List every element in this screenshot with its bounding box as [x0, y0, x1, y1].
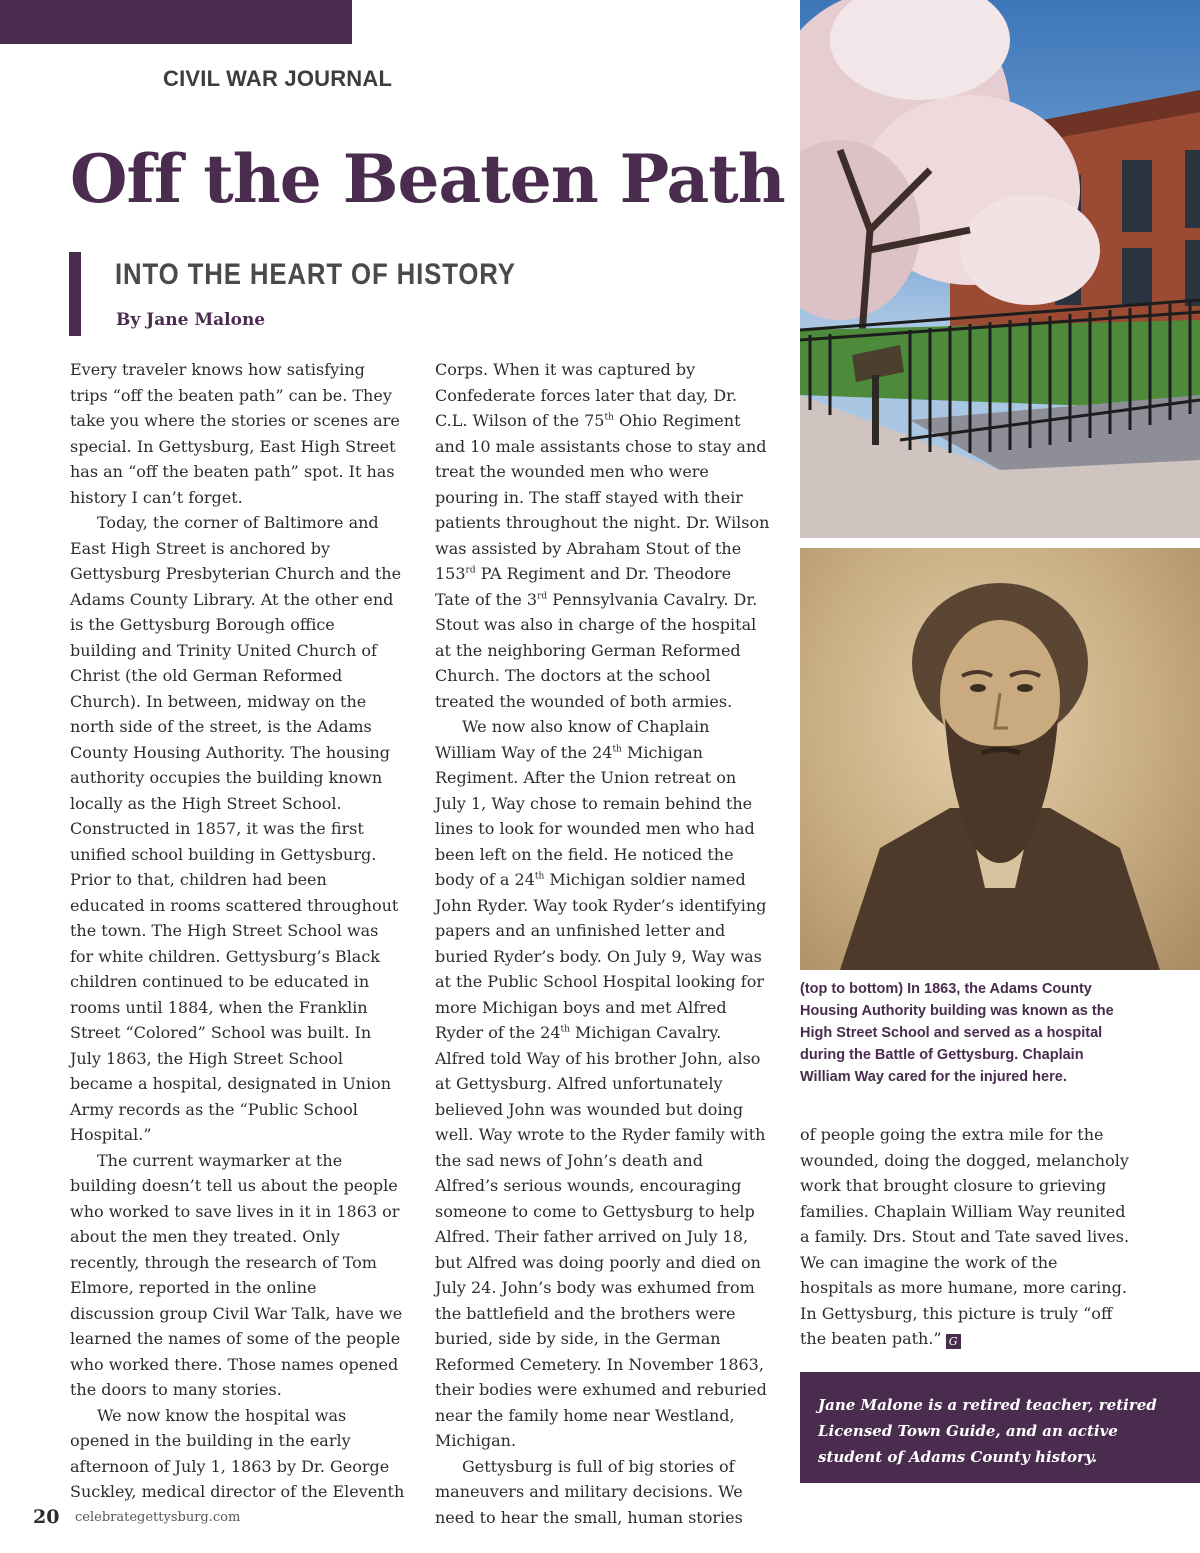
article-column-2	[435, 357, 770, 1530]
article-column-3	[800, 1122, 1135, 1352]
article-deck: INTO THE HEART OF HISTORY	[115, 258, 516, 291]
website-url: celebrategettysburg.com	[75, 1510, 241, 1525]
author-bio-box	[800, 1372, 1200, 1483]
paragraph: Corps. When it was captured by Confederate forces later that day, Dr. C.L. Wilson of the 75th Ohio Regiment and 10 male assistants chose to stay and treat the wounded men who were pouring in. The staff stayed with their patients throughout the night. Dr. Wilson was assisted by Abraham Stout of the 153rd PA Regiment and Dr. Theodore Tate of the 3rd Pennsylvania Cavalry. Dr. Stout was also in charge of the hospital at the neighboring German Reformed Church. The doctors at the school treated the wounded of both armies.	[435, 360, 770, 711]
section-label: CIVIL WAR JOURNAL	[163, 66, 393, 91]
author-bio: Jane Malone is a retired teacher, retired Licensed Town Guide, and an active student of Adams County history.	[818, 1396, 1157, 1466]
paragraph: We now know the hospital was opened in the building in the early afternoon of July 1, 1863 by Dr. George Suckley, medical director of the Eleventh	[70, 1405, 405, 1501]
page-number: 20	[33, 1506, 60, 1528]
paragraph: Gettysburg is full of big stories of maneuvers and military decisions. We need to hear the small, human stories	[435, 1456, 743, 1527]
paragraph: Today, the corner of Baltimore and East High Street is anchored by Gettysburg Presbyterian Church and the Adams County Library. At the other end is the Gettysburg Borough office building and Trinity United Church of Christ (the old German Reformed Church). In between, midway on the north side of the street, is the Adams County Housing Authority. The housing authority occupies the building known locally as the High Street School. Constructed in 1857, it was the first unified school building in Gettysburg. Prior to that, children had been educated in rooms scattered throughout the town. The High Street School was for white children. Gettysburg’s Black children continued to be educated in rooms until 1884, when the Franklin Street “Colored” School was built. In July 1863, the High Street School became a hospital, designated in Union Army records as the “Public School Hospital.”	[70, 513, 402, 1144]
byline: By Jane Malone	[116, 310, 266, 330]
top-accent-bar	[0, 0, 352, 44]
chaplain-portrait-photo	[800, 548, 1200, 970]
end-mark-icon: G	[946, 1334, 961, 1349]
deck-accent-bar	[69, 252, 81, 336]
school-building-photo	[800, 0, 1200, 538]
paragraph: of people going the extra mile for the wounded, doing the dogged, melancholy work that brought closure to grieving families. Chaplain William Way reunited a family. Drs. Stout and Tate saved lives. We can imagine the work of the hospitals as more humane, more caring. In Gettysburg, this picture is truly “off the beaten path.” G	[800, 1125, 1130, 1348]
photo-caption: (top to bottom) In 1863, the Adams County Housing Authority building was known as the High Street School and served as a hospital during the Battle of Gettysburg. Chaplain William Way cared for the injured here.	[800, 981, 1114, 1085]
paragraph: We now also know of Chaplain William Way of the 24th Michigan Regiment. After the Union retreat on July 1, Way chose to remain behind the lines to look for wounded men who had been left on the field. He noticed the body of a 24th Michigan soldier named John Ryder. Way took Ryder’s identifying papers and an unfinished letter and buried Ryder’s body. On July 9, Way was at the Public School Hospital looking for more Michigan boys and met Alfred Ryder of the 24th Michigan Cavalry. Alfred told Way of his brother John, also at Gettysburg. Alfred unfortunately believed John was wounded but doing well. Way wrote to the Ryder family with the sad news of John’s death and Alfred’s serious wounds, encouraging someone to come to Gettysburg to help Alfred. Their father arrived on July 18, but Alfred was doing poorly and died on July 24. John’s body was exhumed from the battlefield and the brothers were buried, side by side, in the German Reformed Cemetery. In November 1863, their bodies were exhumed and reburied near the family home near Westland, Michigan.	[435, 717, 767, 1450]
paragraph: Every traveler knows how satisfying trips “off the beaten path” can be. They take you where the stories or scenes are special. In Gettysburg, East High Street has an “off the beaten path” spot. It has history I can’t forget.	[70, 360, 400, 507]
article-column-1	[70, 357, 405, 1505]
paragraph: The current waymarker at the building doesn’t tell us about the people who worked to save lives in it in 1863 or about the men they treated. Only recently, through the research of Tom Elmore, reported in the online discussion group Civil War Talk, have we learned the names of some of the people who worked there. Those names opened the doors to many stories.	[70, 1150, 403, 1399]
article-title: Off the Beaten Path	[70, 140, 785, 218]
